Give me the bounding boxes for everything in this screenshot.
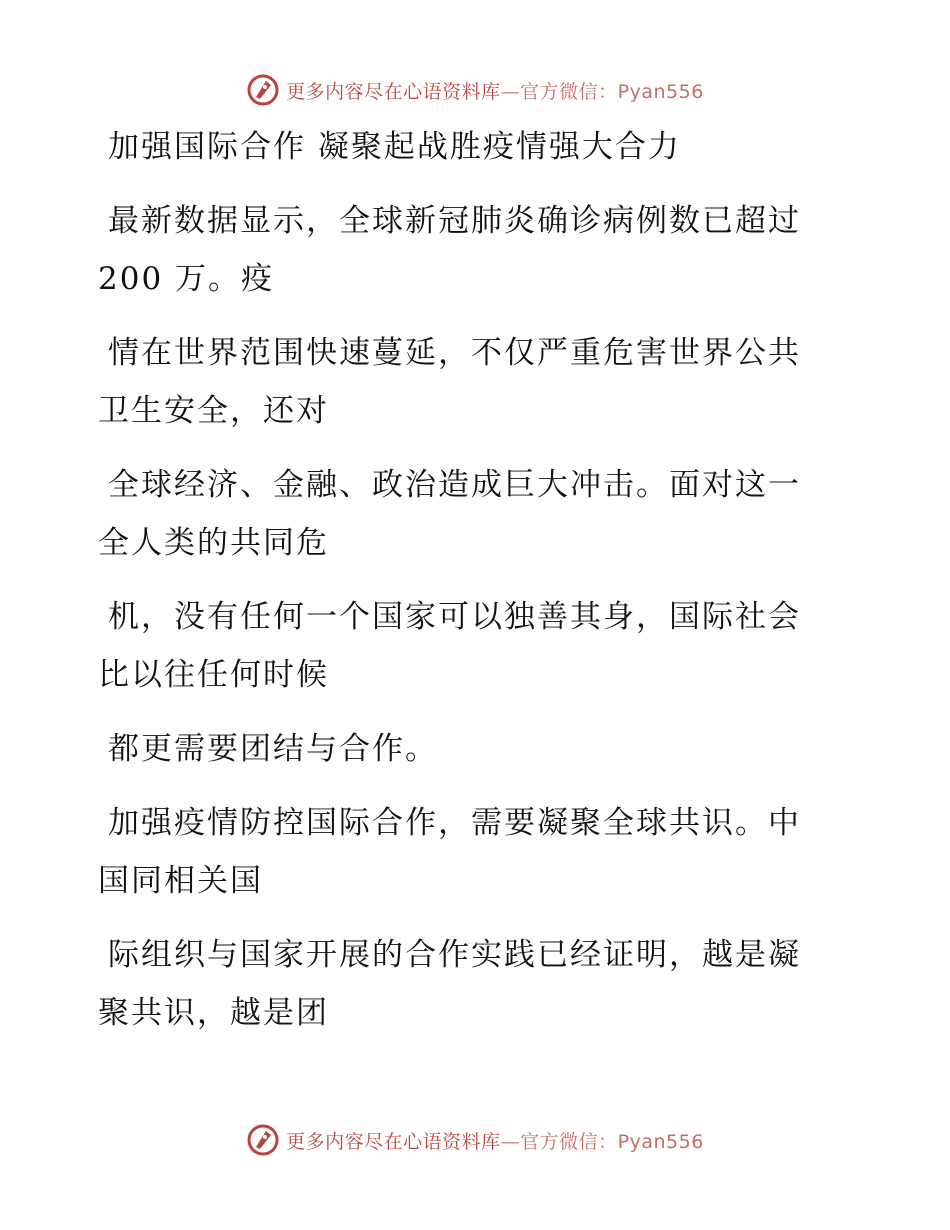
paragraph-line: 最新数据显示，全球新冠肺炎确诊病例数已超过 <box>108 203 801 239</box>
watermark-wechat: 官方微信：Pyan556 <box>520 1130 704 1153</box>
paragraph-line: 200 万。疫 <box>98 261 275 297</box>
footer-watermark <box>0 1120 950 1160</box>
paragraph-line: 国同相关国 <box>98 863 263 899</box>
paragraph-line: 卫生安全，还对 <box>98 393 329 429</box>
header-watermark <box>0 70 950 110</box>
watermark-text <box>286 1127 704 1154</box>
watermark-dash: — <box>500 1130 521 1153</box>
document-title: 加强国际合作 凝聚起战胜疫情强大合力 <box>108 129 681 165</box>
paragraph-line: 际组织与国家开展的合作实践已经证明，越是凝 <box>108 937 801 973</box>
watermark-text <box>286 77 704 104</box>
paragraph-line: 聚共识，越是团 <box>98 995 329 1031</box>
watermark-main: 更多内容尽在心语资料库 <box>286 80 501 103</box>
paragraph-line: 加强疫情防控国际合作，需要凝聚全球共识。中 <box>108 805 801 841</box>
watermark-dash: — <box>500 80 521 103</box>
pen-nib-circle-icon <box>246 73 280 107</box>
pen-nib-circle-icon <box>246 1123 280 1157</box>
paragraph-line: 全人类的共同危 <box>98 525 329 561</box>
paragraph-line: 都更需要团结与合作。 <box>108 731 438 767</box>
watermark-main: 更多内容尽在心语资料库 <box>286 1130 501 1153</box>
paragraph-line: 全球经济、金融、政治造成巨大冲击。面对这一 <box>108 467 801 503</box>
paragraph-line: 机，没有任何一个国家可以独善其身，国际社会 <box>108 599 801 635</box>
watermark-wechat: 官方微信：Pyan556 <box>520 80 704 103</box>
document-body <box>98 118 838 1042</box>
paragraph-line: 比以往任何时候 <box>98 657 329 693</box>
paragraph-line: 情在世界范围快速蔓延，不仅严重危害世界公共 <box>108 335 801 371</box>
